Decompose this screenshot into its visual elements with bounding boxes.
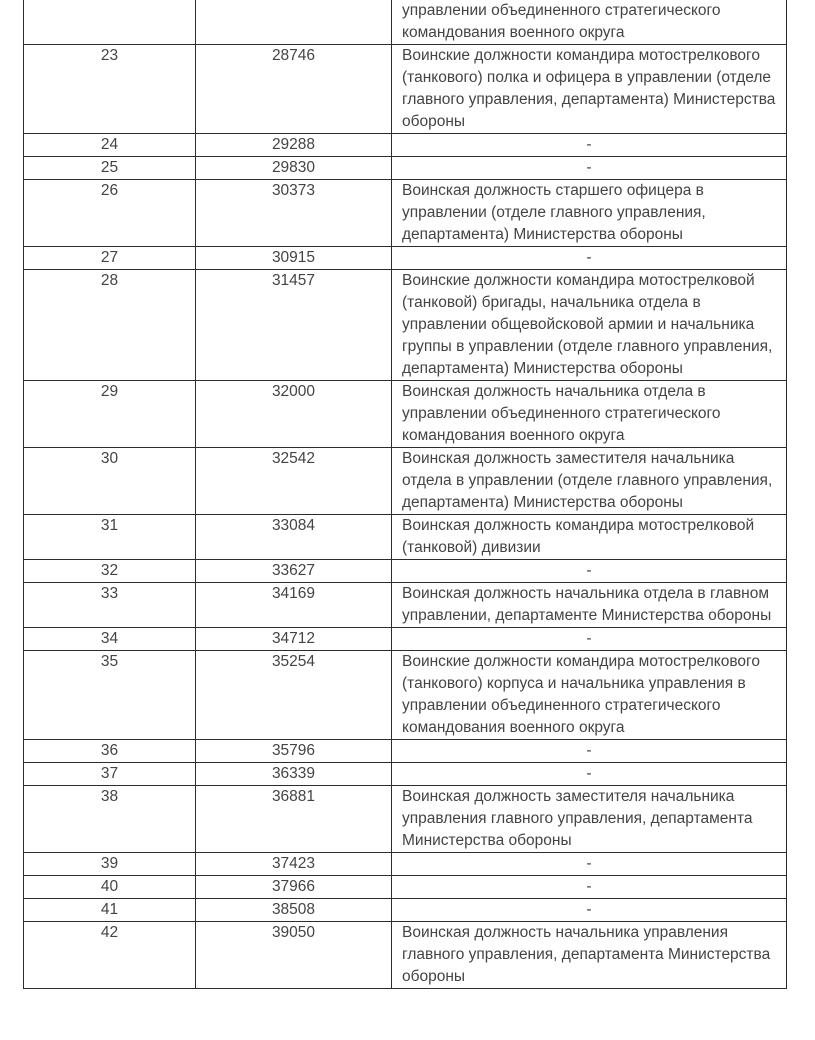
salary-value-cell: 30915 (196, 247, 392, 270)
grade-number-cell: 33 (24, 583, 196, 628)
table-row (24, 247, 787, 270)
salary-value-cell: 35796 (196, 740, 392, 763)
grade-number-cell: 24 (24, 134, 196, 157)
grade-number-cell: 28 (24, 270, 196, 381)
table-row (24, 763, 787, 786)
position-description-cell: - (392, 876, 787, 899)
salary-value-cell: 37423 (196, 853, 392, 876)
salary-table-container (23, 0, 787, 989)
grade-number-cell: 29 (24, 381, 196, 448)
salary-value-cell: 29830 (196, 157, 392, 180)
position-description-cell: Воинская должность старшего офицера в управлении (отделе главного управления, департамента) Министерства обороны (392, 180, 787, 247)
salary-value-cell: 36881 (196, 786, 392, 853)
grade-number-cell: 25 (24, 157, 196, 180)
salary-value-cell: 34169 (196, 583, 392, 628)
grade-number-cell: 38 (24, 786, 196, 853)
position-description-cell: - (392, 134, 787, 157)
table-row (24, 515, 787, 560)
grade-number-cell: 39 (24, 853, 196, 876)
position-description-cell: - (392, 763, 787, 786)
table-row (24, 560, 787, 583)
table-row (24, 180, 787, 247)
position-description-cell: управлении объединенного стратегического командования военного округа (392, 0, 787, 45)
grade-number-cell: 32 (24, 560, 196, 583)
grade-number-cell: 34 (24, 628, 196, 651)
grade-number-cell: 40 (24, 876, 196, 899)
position-description-cell: Воинская должность командира мотострелковой (танковой) дивизии (392, 515, 787, 560)
position-description-cell: Воинская должность начальника отдела в главном управлении, департаменте Министерства обороны (392, 583, 787, 628)
salary-table (23, 0, 787, 989)
table-row (24, 381, 787, 448)
table-row (24, 740, 787, 763)
table-row (24, 270, 787, 381)
grade-number-cell: 37 (24, 763, 196, 786)
grade-number-cell (24, 0, 196, 45)
position-description-cell: - (392, 157, 787, 180)
table-row (24, 786, 787, 853)
table-row (24, 45, 787, 134)
salary-value-cell: 28746 (196, 45, 392, 134)
salary-value-cell: 29288 (196, 134, 392, 157)
table-row (24, 583, 787, 628)
salary-value-cell: 36339 (196, 763, 392, 786)
position-description-cell: - (392, 560, 787, 583)
table-row (24, 899, 787, 922)
position-description-cell: Воинские должности командира мотострелкового (танкового) полка и офицера в управлении (отделе главного управления, департамента) Министерства обороны (392, 45, 787, 134)
position-description-cell: - (392, 899, 787, 922)
position-description-cell: - (392, 853, 787, 876)
position-description-cell: - (392, 247, 787, 270)
position-description-cell: Воинская должность заместителя начальника отдела в управлении (отделе главного управления, департамента) Министерства обороны (392, 448, 787, 515)
position-description-cell: Воинская должность заместителя начальника управления главного управления, департамента Министерства обороны (392, 786, 787, 853)
grade-number-cell: 42 (24, 922, 196, 989)
grade-number-cell: 36 (24, 740, 196, 763)
salary-value-cell: 33084 (196, 515, 392, 560)
grade-number-cell: 31 (24, 515, 196, 560)
table-row (24, 0, 787, 45)
salary-value-cell: 33627 (196, 560, 392, 583)
table-row (24, 922, 787, 989)
table-body (24, 0, 787, 989)
position-description-cell: - (392, 740, 787, 763)
salary-value-cell: 38508 (196, 899, 392, 922)
salary-value-cell: 39050 (196, 922, 392, 989)
salary-value-cell (196, 0, 392, 45)
table-row (24, 853, 787, 876)
position-description-cell: Воинские должности командира мотострелковой (танковой) бригады, начальника отдела в управлении общевойсковой армии и начальника группы в управлении (отделе главного управления, департамента) Министерства обороны (392, 270, 787, 381)
table-row (24, 448, 787, 515)
position-description-cell: - (392, 628, 787, 651)
grade-number-cell: 35 (24, 651, 196, 740)
salary-value-cell: 35254 (196, 651, 392, 740)
grade-number-cell: 30 (24, 448, 196, 515)
table-row (24, 876, 787, 899)
table-row (24, 157, 787, 180)
grade-number-cell: 26 (24, 180, 196, 247)
salary-value-cell: 31457 (196, 270, 392, 381)
table-row (24, 134, 787, 157)
salary-value-cell: 37966 (196, 876, 392, 899)
position-description-cell: Воинские должности командира мотострелкового (танкового) корпуса и начальника управления в управлении объединенного стратегического командования военного округа (392, 651, 787, 740)
table-row (24, 628, 787, 651)
grade-number-cell: 41 (24, 899, 196, 922)
salary-value-cell: 32542 (196, 448, 392, 515)
salary-value-cell: 32000 (196, 381, 392, 448)
salary-value-cell: 34712 (196, 628, 392, 651)
grade-number-cell: 23 (24, 45, 196, 134)
salary-value-cell: 30373 (196, 180, 392, 247)
table-row (24, 651, 787, 740)
position-description-cell: Воинская должность начальника отдела в управлении объединенного стратегического командования военного округа (392, 381, 787, 448)
position-description-cell: Воинская должность начальника управления главного управления, департамента Министерства обороны (392, 922, 787, 989)
grade-number-cell: 27 (24, 247, 196, 270)
